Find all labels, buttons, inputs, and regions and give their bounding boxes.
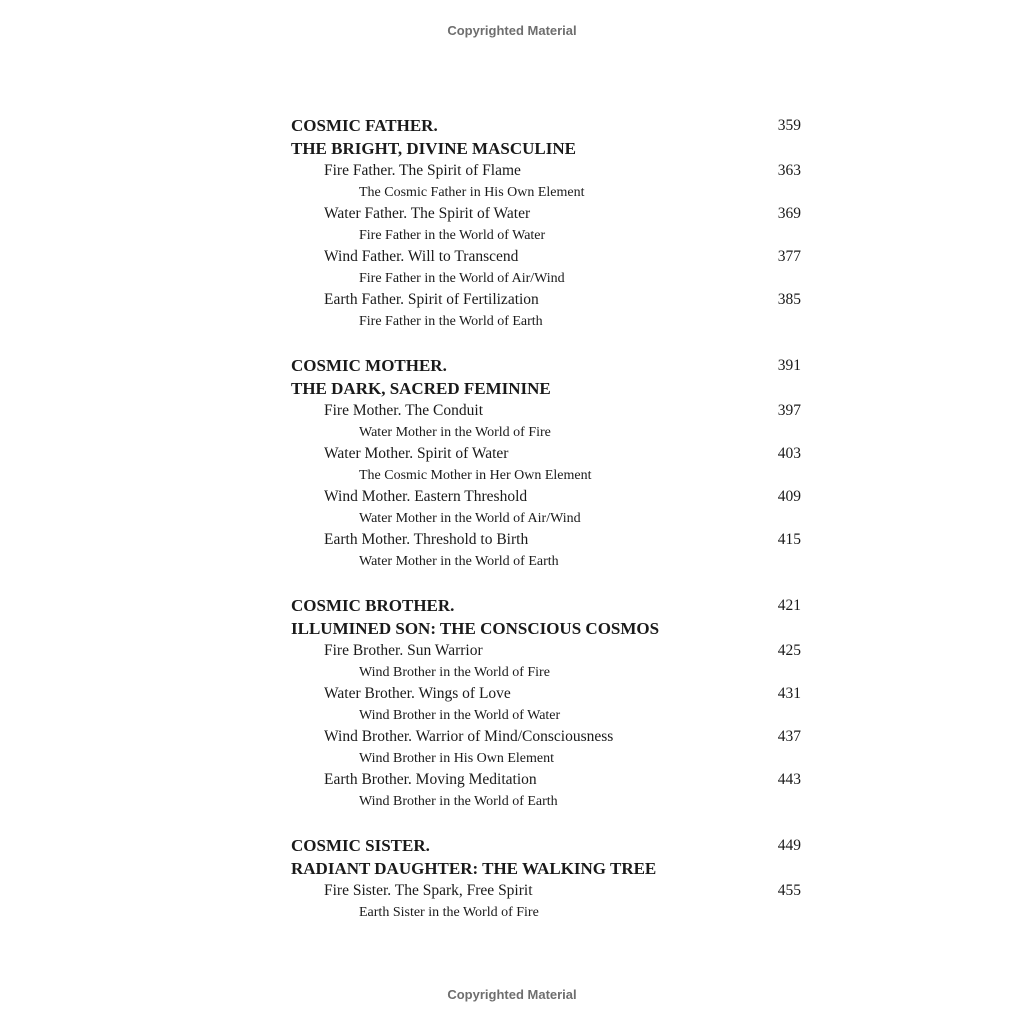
entry-description: Water Mother in the World of Earth: [359, 554, 559, 569]
entry-description: Wind Brother in the World of Fire: [359, 665, 550, 680]
toc-section: [291, 834, 801, 923]
entry-page-number: 385: [777, 291, 801, 308]
entry-description: Wind Brother in His Own Element: [359, 751, 555, 766]
entry-description: Wind Brother in the World of Water: [359, 708, 561, 723]
entry-description: The Cosmic Mother in Her Own Element: [359, 468, 592, 483]
toc-entry: [291, 160, 801, 182]
entry-page-number: 415: [777, 531, 801, 548]
toc-entry: [291, 683, 801, 705]
entry-page-number: 397: [777, 402, 801, 419]
section-title-row: [291, 354, 801, 377]
toc-section: [291, 354, 801, 572]
section-subtitle: THE BRIGHT, DIVINE MASCULINE: [291, 139, 576, 158]
entry-page-number: 425: [777, 642, 801, 659]
entry-page-number: 403: [777, 445, 801, 462]
entry-title: Earth Brother. Moving Meditation: [324, 771, 537, 788]
footer-copyright: Copyrighted Material: [447, 987, 577, 1002]
entry-page-number: 377: [777, 248, 801, 265]
section-title: COSMIC SISTER.: [291, 836, 430, 855]
entry-page-number: 437: [777, 728, 801, 745]
entry-title: Earth Mother. Threshold to Birth: [324, 531, 529, 548]
entry-page-number: 443: [777, 771, 801, 788]
section-title: COSMIC MOTHER.: [291, 356, 447, 375]
entry-title: Fire Father. The Spirit of Flame: [324, 162, 521, 179]
entry-title: Fire Sister. The Spark, Free Spirit: [324, 882, 533, 899]
entry-page-number: 431: [777, 685, 801, 702]
section-title: COSMIC BROTHER.: [291, 596, 455, 615]
toc-entry: [291, 203, 801, 225]
entry-page-number: 363: [777, 162, 801, 179]
section-page-number: 359: [777, 117, 801, 134]
entry-page-number: 409: [777, 488, 801, 505]
entry-title: Wind Mother. Eastern Threshold: [324, 488, 528, 505]
toc-entry: [291, 246, 801, 268]
toc-entry: [291, 769, 801, 791]
section-page-number: 391: [777, 357, 801, 374]
section-page-number: 449: [777, 837, 801, 854]
entry-description: Fire Father in the World of Water: [359, 228, 546, 243]
entry-page-number: 369: [777, 205, 801, 222]
section-subtitle: RADIANT DAUGHTER: THE WALKING TREE: [291, 859, 657, 878]
entry-description: Water Mother in the World of Fire: [359, 425, 551, 440]
entry-title: Water Brother. Wings of Love: [324, 685, 511, 702]
section-title: COSMIC FATHER.: [291, 116, 438, 135]
toc-entry: [291, 443, 801, 465]
section-subtitle: ILLUMINED SON: THE CONSCIOUS COSMOS: [291, 619, 660, 638]
toc-entry: [291, 640, 801, 662]
entry-title: Water Father. The Spirit of Water: [324, 205, 531, 222]
entry-title: Water Mother. Spirit of Water: [324, 445, 509, 462]
toc-entry: [291, 726, 801, 748]
entry-title: Fire Brother. Sun Warrior: [324, 642, 483, 659]
section-title-row: [291, 834, 801, 857]
section-subtitle: THE DARK, SACRED FEMININE: [291, 379, 551, 398]
toc-entry: [291, 529, 801, 551]
toc-entry: [291, 880, 801, 902]
entry-title: Wind Brother. Warrior of Mind/Consciousness: [324, 728, 614, 745]
toc-entry: [291, 486, 801, 508]
toc-section: [291, 114, 801, 332]
entry-description: The Cosmic Father in His Own Element: [359, 185, 585, 200]
section-page-number: 421: [777, 597, 801, 614]
entry-description: Wind Brother in the World of Earth: [359, 794, 558, 809]
entry-title: Earth Father. Spirit of Fertilization: [324, 291, 539, 308]
entry-title: Wind Father. Will to Transcend: [324, 248, 519, 265]
entry-description: Water Mother in the World of Air/Wind: [359, 511, 581, 526]
entry-description: Earth Sister in the World of Fire: [359, 905, 539, 920]
table-of-contents: [291, 114, 801, 945]
toc-section: [291, 594, 801, 812]
section-title-row: [291, 114, 801, 137]
toc-entry: [291, 400, 801, 422]
entry-description: Fire Father in the World of Air/Wind: [359, 271, 565, 286]
toc-entry: [291, 289, 801, 311]
section-title-row: [291, 594, 801, 617]
entry-page-number: 455: [777, 882, 801, 899]
entry-title: Fire Mother. The Conduit: [324, 402, 484, 419]
entry-description: Fire Father in the World of Earth: [359, 314, 543, 329]
header-copyright: Copyrighted Material: [447, 23, 577, 38]
